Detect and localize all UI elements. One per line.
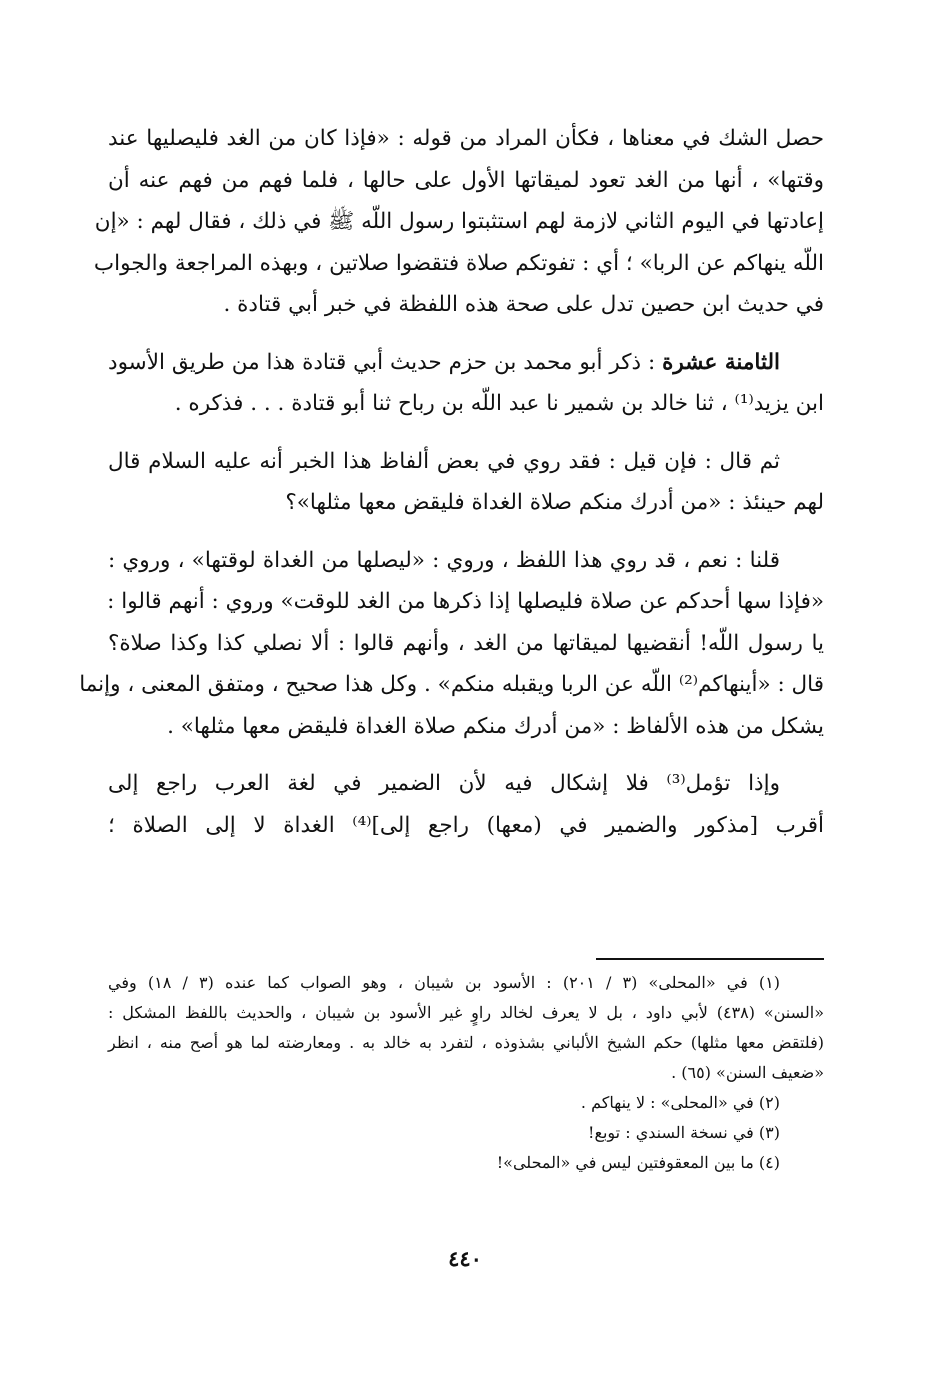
text-line: «فإذا سها أحدكم عن صلاة فليصلها إذا ذكرها من الغد للوقت» وروي : أنهم قالوا : (107, 589, 824, 614)
footnote-divider (596, 958, 824, 960)
footnote-line: «السنن» (٤٣٨) لأبي داود ، بل لا يعرف لخالد راوٍ غير الأسود بن شيبان ، والحديث باللفظ المشكل : (108, 1003, 825, 1022)
paragraph-2 (108, 342, 824, 425)
footnote-line: (٢) في «المحلى» : لا ينهاكم . (580, 1093, 780, 1112)
section-heading: الثامنة عشرة (662, 349, 780, 375)
text-line: يشكل من هذه الألفاظ : «من أدرك منكم صلاة الغداة فليقض معها مثلها» . (167, 713, 824, 739)
paragraph-1 (93, 118, 824, 326)
footnote-line: (١) في «المحلى» (٣ / ٢٠١) : الأسود بن شيبان ، وهو الصواب كما عنده (٣ / ١٨) وفي (108, 973, 781, 992)
footnotes (108, 968, 824, 1178)
text-line: قال : «أينهاكم⁽²⁾ اللّه عن الربا ويقبله منكم» . وكل هذا صحيح ، ومتفق المعنى ، وإنما (79, 672, 824, 697)
text-line: قلنا : نعم ، قد روي هذا اللفظ ، وروي : «ليصلها من الغداة لوقتها» ، وروي : (108, 547, 780, 573)
text-line: حصل الشك في معناها ، فكأن المراد من قوله : «فإذا كان من الغد فليصليها عند (108, 126, 824, 151)
paragraph-5 (108, 763, 824, 846)
text-line: ابن يزيد⁽¹⁾ ، ثنا خالد بن شمير نا عبد اللّه بن رباح ثنا أبو قتادة . . . فذكره . (174, 391, 824, 416)
footnote-line: (٣) في نسخة السندي : توبع! (588, 1123, 780, 1142)
page-number: ٤٤٠ (448, 1246, 482, 1271)
text-line: وإذا تؤمل⁽³⁾ فلا إشكال فيه لأن الضمير في لغة العرب راجع إلى (108, 771, 780, 796)
text-line: في حديث ابن حصين تدل على صحة هذه اللفظة في خبر أبي قتادة . (223, 292, 824, 317)
paragraph-3 (108, 441, 824, 524)
text-line (108, 342, 824, 384)
main-text (79, 118, 824, 862)
text-line: إعادتها في اليوم الثاني لازمة لهم استثبتوا رسول اللّه ﷺ في ذلك ، فقال لهم : «إن (94, 209, 824, 234)
text-line: ثم قال : فإن قيل : فقد روي في بعض ألفاظ هذا الخبر أنه عليه السلام قال (108, 448, 780, 474)
text-span: : ذكر أبو محمد بن حزم حديث أبي قتادة هذا من طريق الأسود (108, 349, 663, 375)
text-line: أقرب [مذكور والضمير في (معها) راجع إلى]⁽⁴⁾ الغداة لا إلى الصلاة ؛ (108, 812, 824, 838)
text-line: اللّه ينهاكم عن الربا» ؛ أي : تفوتكم صلاة فتقضوا صلاتين ، وبهذه المراجعة والجواب (93, 250, 824, 276)
footnote-line: (٤) ما بين المعقوفتين ليس في «المحلى»! (496, 1153, 780, 1172)
paragraph-4 (79, 540, 824, 748)
text-line: وقتها» ، أنها من الغد تعود لميقاتها الأول على حالها ، فلما فهم من فهم عنه أن (108, 167, 824, 193)
text-line: لهم حينئذ : «من أدرك منكم صلاة الغداة فليقض معها مثلها»؟ (285, 490, 824, 515)
text-line: يا رسول اللّه! أنقضيها لميقاتها من الغد ، وأنهم قالوا : ألا نصلي كذا وكذا صلاة؟ (108, 630, 824, 656)
footnote-line: (فلتقض معها مثلها) حكم الشيخ الألباني بشذوذه ، لتفرد به خالد به . ومعارضته لما هو أصح منه ، انظر (108, 1033, 824, 1052)
footnote-line: «ضعيف السنن» (٦٥) . (671, 1063, 824, 1082)
